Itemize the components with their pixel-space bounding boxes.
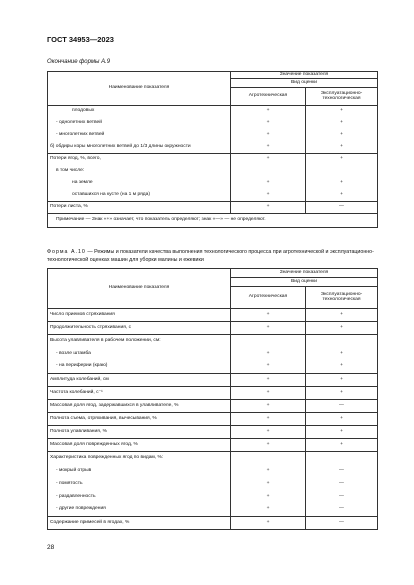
table-cell: +: [306, 106, 378, 118]
table-cell: +: [231, 106, 306, 118]
table-cell: +: [306, 387, 378, 400]
table-cell: +: [231, 374, 306, 387]
table-row-label: Характеристика поврежденных ягод по видам, %:: [48, 452, 231, 465]
table-row-label: Частота колебаний, с⁻¹: [48, 387, 231, 400]
table-cell: +: [306, 348, 378, 361]
table-cell: —: [306, 491, 378, 504]
table-cell: +: [231, 439, 306, 452]
table-row-label: - однолетних ветвей: [48, 118, 231, 130]
table-cell: +: [231, 413, 306, 426]
table-cell: +: [306, 309, 378, 322]
table-cell: +: [231, 478, 306, 491]
column-header-agro: Агротехническая: [231, 287, 306, 309]
table-row-label: Содержание примесей в ягодах, %: [48, 517, 231, 530]
table-cell: +: [306, 413, 378, 426]
table-cell: +: [306, 130, 378, 142]
table-cell: +: [306, 426, 378, 439]
table-row-label: - многолетних ветвей: [48, 130, 231, 142]
table-form-a9-end: [47, 71, 378, 228]
table-form-a10: [47, 268, 378, 530]
table-cell: +: [306, 142, 378, 154]
table-cell: —: [306, 400, 378, 413]
table-row-label: Высота улавливателя в рабочем положении, см:: [48, 335, 231, 348]
table-cell: +: [231, 309, 306, 322]
table-row-label: Продолжительность стряхивания, с: [48, 322, 231, 335]
table-cell: [231, 166, 306, 178]
column-header-values: Значение показателя: [231, 72, 378, 79]
column-header-expl: Эксплуатационно-технологическая: [306, 88, 378, 106]
table-cell: +: [231, 504, 306, 517]
table-cell: [306, 452, 378, 465]
table-cell: +: [306, 374, 378, 387]
table-cell: +: [306, 439, 378, 452]
column-header-kind: Вид оценки: [231, 79, 378, 88]
table-cell: —: [306, 517, 378, 530]
table-note: Примечание — Знак «+» означает, что показатель определяют; знак «—» — не определяют.: [48, 214, 378, 228]
table-cell: [231, 335, 306, 348]
table-cell: +: [231, 202, 306, 214]
table-row-label: Потери ягод, %, всего,: [48, 154, 231, 166]
table-cell: +: [306, 322, 378, 335]
table-row-label: - мокрый отрыв: [48, 465, 231, 478]
form-label: Форма А.10: [47, 249, 86, 255]
table-cell: +: [231, 517, 306, 530]
table-cell: +: [231, 130, 306, 142]
table-cell: +: [306, 118, 378, 130]
table-row-label: Полнота съема, отряхивания, вычесывания, %: [48, 413, 231, 426]
column-header-expl: Эксплуатационно-технологическая: [306, 287, 378, 309]
document-header: ГОСТ 34953—2023: [47, 35, 114, 44]
table-row-label: Массовая доля ягод, задержавшихся в улавливателе, %: [48, 400, 231, 413]
column-header-indicator: Наименование показателя: [48, 269, 231, 309]
form-description: — Режимы и показатели качества выполнения технологического процесса при агротехнической и эксплуатационно-технологической оценках машин для уборки малины и ежевики: [47, 249, 374, 263]
table-cell: +: [306, 190, 378, 202]
table-cell: +: [306, 154, 378, 166]
column-header-indicator: Наименование показателя: [48, 72, 231, 106]
table-cell: +: [231, 400, 306, 413]
table-row-label: б) обдиры коры многолетних ветвей до 1/3 длины окружности: [48, 142, 231, 154]
table-row-label: - раздавленность: [48, 491, 231, 504]
table-cell: +: [306, 178, 378, 190]
table-row-label: - на периферии (краю): [48, 361, 231, 374]
table-cell: [306, 335, 378, 348]
column-header-values: Значение показателя: [231, 269, 378, 278]
form-continuation-label: Окончание формы А.9: [47, 59, 111, 65]
table-cell: +: [231, 387, 306, 400]
table-cell: +: [231, 178, 306, 190]
form-title: [47, 248, 377, 264]
page-number: 28: [47, 544, 55, 551]
table-cell: +: [231, 491, 306, 504]
table-row-label: Полнота улавливания, %: [48, 426, 231, 439]
table-cell: +: [231, 190, 306, 202]
column-header-kind: Вид оценки: [231, 278, 378, 287]
table-row-label: - помятость: [48, 478, 231, 491]
table-cell: +: [231, 361, 306, 374]
table-row-label: - возле штамба: [48, 348, 231, 361]
table-row-label: Массовая доля поврежденных ягод, %: [48, 439, 231, 452]
table-cell: —: [306, 478, 378, 491]
column-header-agro: Агротехническая: [231, 88, 306, 106]
table-row-label: - другие повреждения: [48, 504, 231, 517]
table-row-label: оставшихся на кусте (на 1 м ряда): [48, 190, 231, 202]
table-cell: +: [231, 322, 306, 335]
table-cell: +: [231, 118, 306, 130]
table-cell: +: [306, 361, 378, 374]
table-cell: —: [306, 465, 378, 478]
table-cell: [306, 166, 378, 178]
table-row-label: в том числе:: [48, 166, 231, 178]
table-row-label: Число приемов стряхивания: [48, 309, 231, 322]
table-cell: +: [231, 154, 306, 166]
table-cell: +: [231, 465, 306, 478]
table-cell: +: [231, 348, 306, 361]
table-cell: [231, 452, 306, 465]
table-cell: +: [231, 142, 306, 154]
table-row-label: на земле: [48, 178, 231, 190]
table-cell: —: [306, 504, 378, 517]
table-row-label: Потери листа, %: [48, 202, 231, 214]
table-cell: —: [306, 202, 378, 214]
table-row-label: плодовых: [48, 106, 231, 118]
table-cell: +: [231, 426, 306, 439]
table-row-label: Амплитуда колебаний, см: [48, 374, 231, 387]
